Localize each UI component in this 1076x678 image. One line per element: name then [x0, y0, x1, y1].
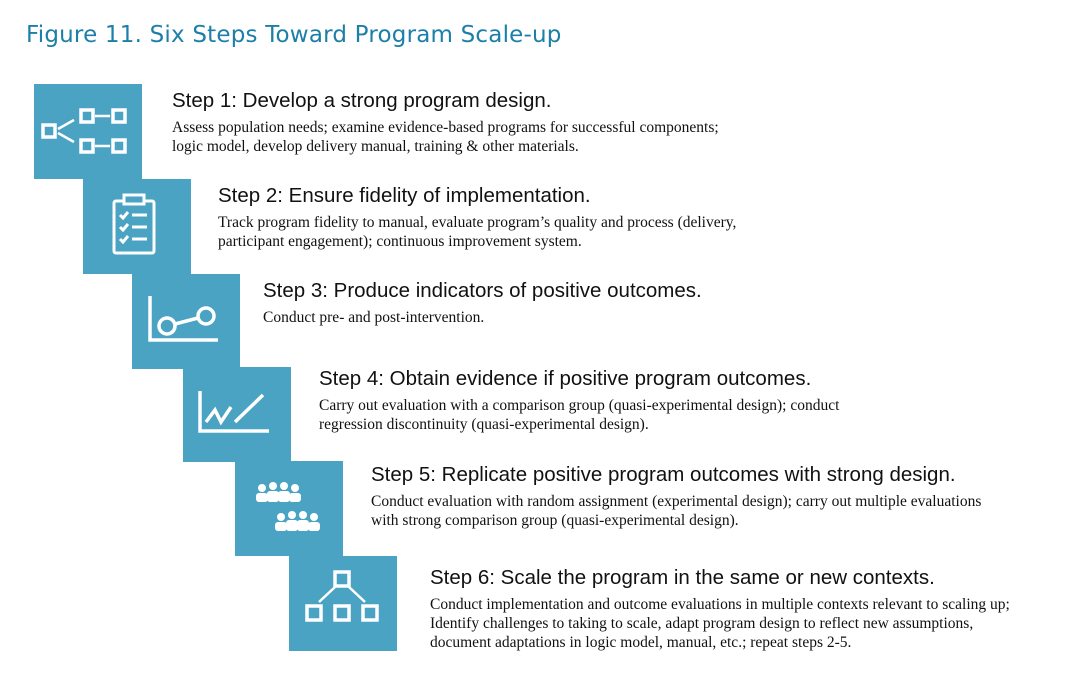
step-4-description: Carry out evaluation with a comparison group (quasi-experimental design); conduct regression discontinuity (quasi-experimental design).	[319, 397, 840, 433]
step-6-block	[289, 556, 397, 651]
step-1-title: Step 1: Develop a strong program design.	[172, 89, 552, 112]
step-3-title: Step 3: Produce indicators of positive outcomes.	[263, 279, 702, 302]
pre-post-chart-icon	[132, 274, 240, 369]
hierarchy-icon	[289, 556, 397, 651]
process-flow-icon	[34, 84, 142, 179]
groups-icon	[235, 461, 343, 556]
clipboard-checklist-icon	[83, 179, 191, 274]
step-2-description: Track program fidelity to manual, evaluate program’s quality and process (delivery, participant engagement); continuous improvement system.	[218, 214, 737, 250]
step-1-description: Assess population needs; examine evidence-based programs for successful components; logic model, develop delivery manual, training & other materials.	[172, 119, 719, 155]
comparison-trend-chart-icon	[183, 367, 291, 462]
step-2-block	[83, 179, 191, 274]
step-2-title: Step 2: Ensure fidelity of implementation.	[218, 184, 591, 207]
figure-title: Figure 11. Six Steps Toward Program Scale-up	[26, 22, 562, 48]
step-5-block	[235, 461, 343, 556]
step-3-description: Conduct pre- and post-intervention.	[263, 309, 485, 326]
step-5-title: Step 5: Replicate positive program outcomes with strong design.	[371, 463, 956, 486]
step-3-block	[132, 274, 240, 369]
step-4-block	[183, 367, 291, 462]
step-6-title: Step 6: Scale the program in the same or new contexts.	[430, 566, 935, 589]
step-6-description: Conduct implementation and outcome evaluations in multiple contexts relevant to scaling up; Identify challenges to taking to scale, adapt program design to reflect new assumptions, document adaptations in logic model, manual, etc.; repeat steps 2-5.	[430, 596, 1010, 651]
step-1-block	[34, 84, 142, 179]
step-5-description: Conduct evaluation with random assignment (experimental design); carry out multiple evaluations with strong comparison group (quasi-experimental design).	[371, 493, 982, 529]
step-4-title: Step 4: Obtain evidence if positive program outcomes.	[319, 367, 812, 390]
